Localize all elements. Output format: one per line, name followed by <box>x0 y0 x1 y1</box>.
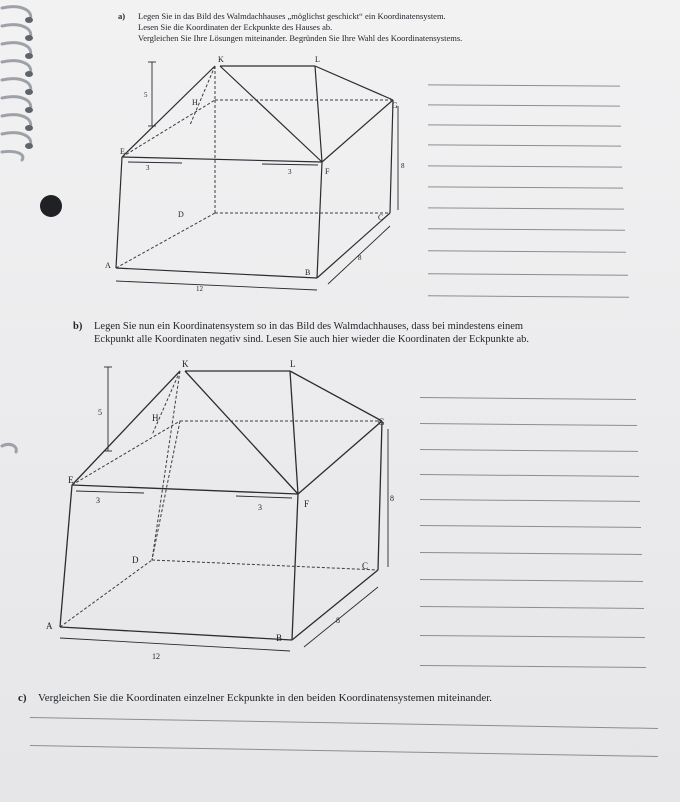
point-B-a: B <box>305 268 311 277</box>
answer-line-b-10[interactable] <box>420 635 645 638</box>
answer-line-b-8[interactable] <box>420 579 643 582</box>
answer-line-a-1[interactable] <box>428 84 620 86</box>
point-E-a: E <box>120 147 125 156</box>
dim-eave-right-a: 3 <box>288 168 292 176</box>
dim-roof-height-b: 5 <box>98 408 102 417</box>
point-L-b: L <box>290 359 296 369</box>
dim-wall-height-a: 8 <box>401 162 405 170</box>
point-G-a: G <box>392 101 398 110</box>
dim-width-a: 12 <box>196 285 203 293</box>
point-H-b: H <box>152 413 159 423</box>
part-b-line-2: Eckpunkt alle Koordinaten negativ sind. Lesen Sie auch hier wieder die Koordinaten der Eckpunkte ab. <box>94 334 530 345</box>
answer-line-c-2[interactable] <box>30 745 658 757</box>
answer-line-a-4[interactable] <box>428 144 621 146</box>
point-A-a: A <box>105 261 111 270</box>
part-c-label: c) <box>18 692 27 704</box>
answer-line-c-1[interactable] <box>30 717 658 729</box>
point-H-a: H <box>192 98 198 107</box>
answer-line-a-10[interactable] <box>428 273 628 275</box>
point-C-b: C <box>362 561 369 571</box>
dim-eave-left-a: 3 <box>146 164 150 172</box>
dim-eave-left-b: 3 <box>96 496 100 505</box>
dim-depth-a: 8 <box>358 254 362 262</box>
house-figure-a <box>100 50 420 300</box>
answer-line-b-4[interactable] <box>420 474 639 477</box>
answer-line-a-11[interactable] <box>428 295 629 297</box>
dim-roof-height-a: 5 <box>144 91 148 99</box>
dim-eave-right-b: 3 <box>258 503 262 512</box>
part-c-line-1: Vergleichen Sie die Koordinaten einzelner Eckpunkte in den beiden Koordinatensystemen miteinander. <box>38 692 493 704</box>
answer-line-a-5[interactable] <box>428 165 622 167</box>
answer-line-a-3[interactable] <box>428 124 621 126</box>
answer-line-a-8[interactable] <box>428 228 625 230</box>
point-D-a: D <box>178 210 184 219</box>
dim-wall-height-b: 8 <box>390 494 394 503</box>
house-figure-b <box>40 355 420 665</box>
dim-width-b: 12 <box>152 652 160 661</box>
point-C-a: C <box>378 213 384 222</box>
point-D-b: D <box>132 555 139 565</box>
part-a-line-2: Lesen Sie die Koordinaten der Eckpunkte des Hauses ab. <box>138 22 333 32</box>
answer-line-b-6[interactable] <box>420 525 641 528</box>
part-b-line-1: Legen Sie nun ein Koordinatensystem so in das Bild des Walmdachhauses, dass bei mindestens einem <box>94 321 524 332</box>
part-a-line-1: Legen Sie in das Bild des Walmdachhauses „möglichst geschickt“ ein Koordinatensystem. <box>138 11 446 21</box>
part-a-label: a) <box>118 11 126 21</box>
point-K-a: K <box>218 55 224 64</box>
answer-line-b-3[interactable] <box>420 449 638 452</box>
answer-line-b-5[interactable] <box>420 499 640 502</box>
part-a-line-3: Vergleichen Sie Ihre Lösungen miteinander. Begründen Sie Ihre Wahl des Koordinatensystems. <box>138 33 463 43</box>
point-F-b: F <box>304 499 310 509</box>
point-B-b: B <box>276 633 283 643</box>
point-L-a: L <box>315 55 320 64</box>
answer-line-b-9[interactable] <box>420 606 644 609</box>
answer-line-b-7[interactable] <box>420 552 642 555</box>
answer-line-a-7[interactable] <box>428 207 624 209</box>
dim-depth-b: 8 <box>336 616 340 625</box>
point-E-b: E <box>68 475 74 485</box>
point-F-a: F <box>325 167 330 176</box>
point-A-b: A <box>46 621 53 631</box>
point-K-b: K <box>182 359 189 369</box>
answer-line-b-11[interactable] <box>420 665 646 668</box>
answer-line-a-6[interactable] <box>428 186 623 188</box>
punch-hole <box>40 195 62 217</box>
part-b-label: b) <box>73 321 83 332</box>
answer-line-a-2[interactable] <box>428 104 620 106</box>
answer-line-b-2[interactable] <box>420 423 637 426</box>
answer-line-a-9[interactable] <box>428 250 626 252</box>
answer-line-b-1[interactable] <box>420 397 636 400</box>
point-G-b: G <box>378 417 385 427</box>
